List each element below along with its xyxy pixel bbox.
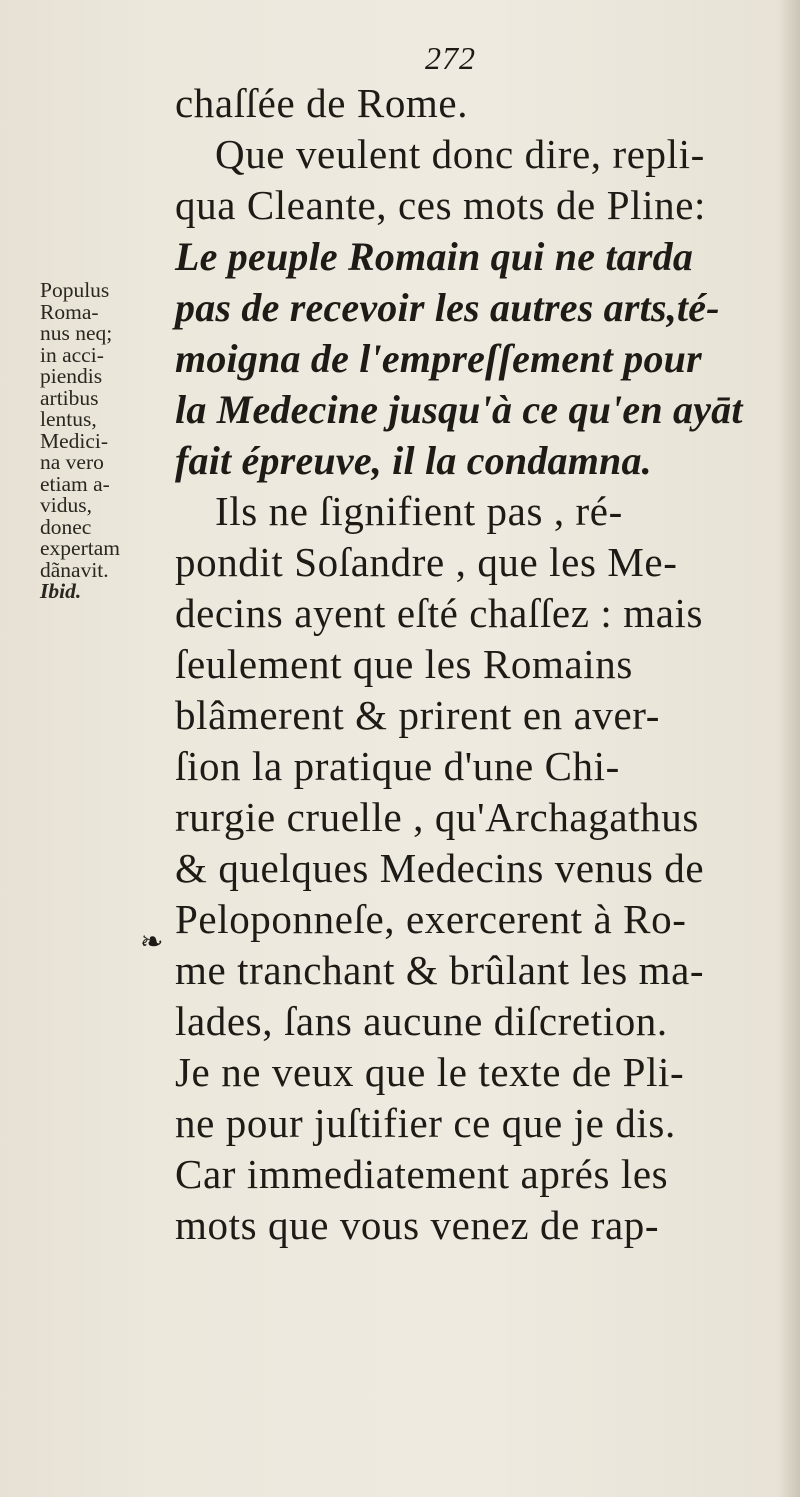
margin-note-line: expertam bbox=[40, 536, 120, 560]
text-line: Ils ne ſignifient pas , ré- bbox=[215, 488, 623, 534]
margin-note-reference: Ibid. bbox=[40, 579, 82, 603]
quotation-line: pas de recevoir les autres arts,té- bbox=[175, 285, 720, 330]
margin-note-line: piendis bbox=[40, 364, 103, 388]
margin-mark-icon: ❧ bbox=[140, 927, 164, 958]
text-line: ſion la pratique d'une Chi- bbox=[175, 743, 620, 789]
margin-note-line: donec bbox=[40, 514, 92, 539]
quotation-line: fait épreuve, il la condamna. bbox=[175, 438, 652, 483]
text-line: ne pour juſtifier ce que je dis. bbox=[175, 1100, 676, 1146]
text-line: ſeulement que les Romains bbox=[175, 641, 633, 687]
margin-note-line: na vero bbox=[40, 450, 104, 474]
text-line: blâmerent & prirent en aver- bbox=[175, 692, 660, 738]
margin-note-line: artibus bbox=[40, 385, 99, 410]
margin-note-line: etiam a- bbox=[40, 471, 110, 496]
margin-note-line: Medici- bbox=[40, 428, 109, 453]
text-line: Peloponneſe, exercerent à Ro- bbox=[175, 896, 687, 942]
text-line: Je ne veux que le texte de Pli- bbox=[175, 1049, 685, 1095]
text-line: lades, ſans aucune diſcretion. bbox=[175, 998, 668, 1044]
margin-note-line: Populus bbox=[40, 278, 110, 302]
text-line: decins ayent eſté chaſſez : mais bbox=[175, 590, 704, 636]
text-line: Car immediatement aprés les bbox=[175, 1151, 669, 1197]
margin-note-line: vidus, bbox=[40, 493, 92, 517]
margin-note-line: nus neq; bbox=[40, 321, 113, 345]
margin-note-line: in acci- bbox=[40, 342, 104, 367]
quotation-line: moigna de l'empreſſement pour bbox=[175, 336, 702, 381]
text-line: & quelques Medecins venus de bbox=[175, 845, 705, 891]
text-line: me tranchant & brûlant les ma- bbox=[175, 947, 705, 993]
margin-note-line: dãnavit. bbox=[40, 557, 109, 582]
margin-note-line: Roma- bbox=[40, 299, 99, 324]
quotation-line: la Medecine jusqu'à ce qu'en ayāt bbox=[175, 387, 743, 432]
text-line: Que veulent donc dire, repli- bbox=[215, 131, 705, 177]
page-number: 272 bbox=[425, 40, 476, 76]
margin-note-line: lentus, bbox=[40, 407, 97, 431]
text-line: pondit Soſandre , que les Me- bbox=[175, 539, 678, 585]
body-text bbox=[175, 78, 785, 1251]
text-line: qua Cleante, ces mots de Pline: bbox=[175, 182, 706, 228]
margin-note bbox=[40, 280, 160, 603]
quotation-line: Le peuple Romain qui ne tarda bbox=[175, 234, 694, 279]
text-line: chaſſée de Rome. bbox=[175, 80, 469, 126]
text-line: rurgie cruelle , qu'Archagathus bbox=[175, 794, 699, 840]
text-line: mots que vous venez de rap- bbox=[175, 1202, 660, 1248]
